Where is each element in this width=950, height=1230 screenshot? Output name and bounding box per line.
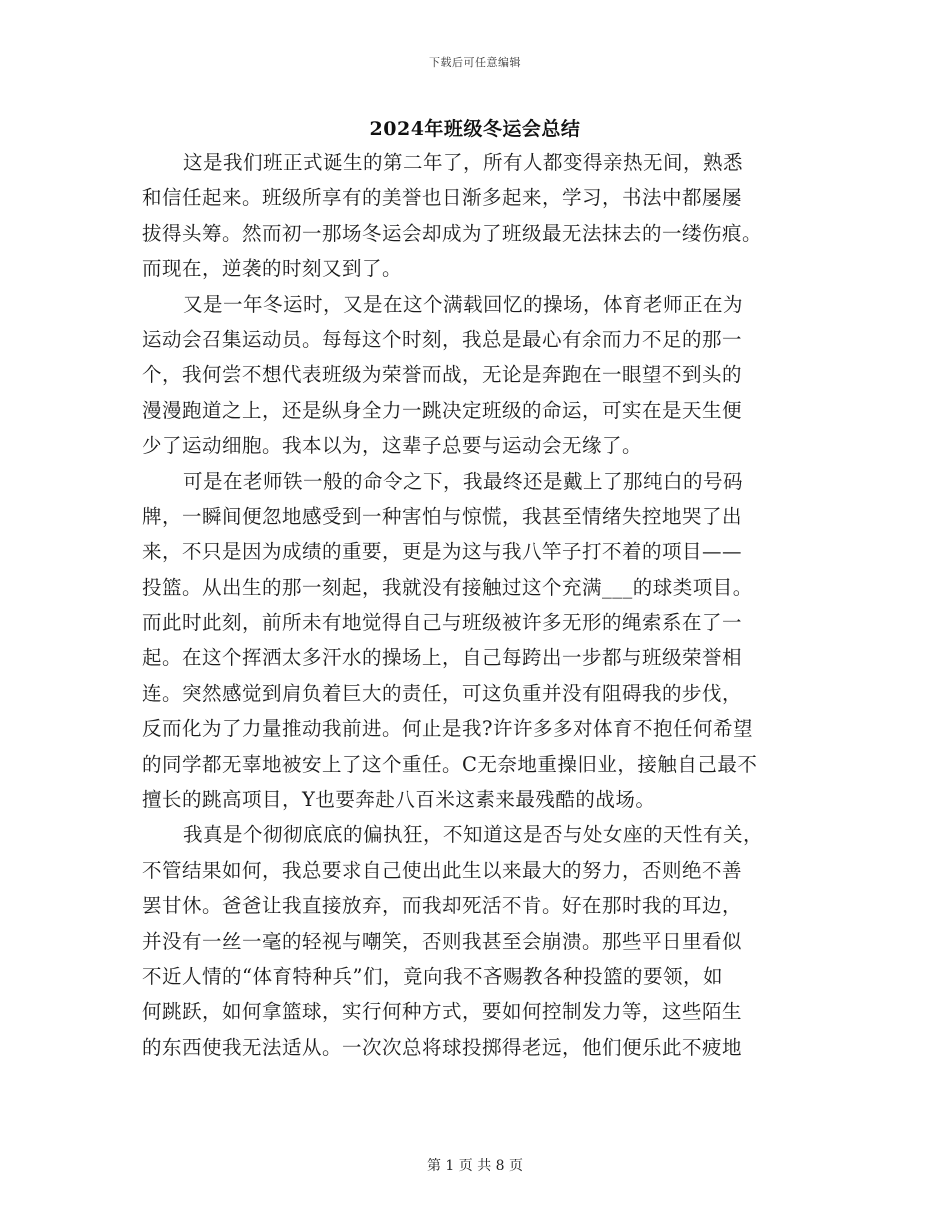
paragraph-line: 来，不只是因为成绩的重要，更是为这与我八竿子打不着的项目—— xyxy=(142,540,743,564)
document-title: 2024年班级冬运会总结 xyxy=(369,118,581,140)
paragraph-2 xyxy=(142,287,810,464)
page-number-footer: 第 1 页 共 8 页 xyxy=(426,1158,524,1174)
paragraph-line: 这是我们班正式诞生的第二年了，所有人都变得亲热无间，熟悉 xyxy=(183,151,744,174)
paragraph-line: 我真是个彻彻底底的偏执狂，不知道这是否与处女座的天性有关， xyxy=(183,823,764,847)
paragraph-line: 连。突然感觉到肩负着巨大的责任，可这负重并没有阻碍我的步伐， xyxy=(142,681,743,705)
paragraph-line: 运动会召集运动员。每每这个时刻，我总是最心有余而力不足的那一 xyxy=(142,327,743,351)
paragraph-line: 起。在这个挥洒太多汗水的操场上，自己每跨出一步都与班级荣誉相 xyxy=(142,646,743,670)
page-header-note: 下载后可任意编辑 xyxy=(429,56,521,69)
paragraph-1 xyxy=(142,145,810,287)
paragraph-4 xyxy=(142,817,810,1065)
paragraph-line: 的东西使我无法适从。一次次总将球投掷得老远，他们便乐此不疲地 xyxy=(142,1035,743,1059)
paragraph-line: 和信任起来。班级所享有的美誉也日渐多起来，学习，书法中都屡屡 xyxy=(142,186,743,210)
paragraph-line: 个，我何尝不想代表班级为荣誉而战，无论是奔跑在一眼望不到头的 xyxy=(142,363,743,387)
paragraph-line: 反而化为了力量推动我前进。何止是我?许许多多对体育不抱任何希望 xyxy=(142,717,753,741)
paragraph-line: 不管结果如何，我总要求自己使出此生以来最大的努力，否则绝不善 xyxy=(142,858,743,882)
paragraph-line: 不近人情的“体育特种兵”们，竟向我不吝赐教各种投篮的要领，如 xyxy=(142,964,723,988)
paragraph-line: 而此时此刻，前所未有地觉得自己与班级被许多无形的绳索系在了一 xyxy=(142,611,743,635)
paragraph-line: 的同学都无辜地被安上了这个重任。C无奈地重操旧业，接触自己最不 xyxy=(142,752,758,776)
paragraph-line: 并没有一丝一毫的轻视与嘲笑，否则我甚至会崩溃。那些平日里看似 xyxy=(142,929,743,953)
paragraph-line: 拔得头筹。然而初一那场冬运会却成为了班级最无法抹去的一缕伤痕。 xyxy=(142,221,763,245)
document-body xyxy=(142,145,810,1065)
paragraph-line: 罢甘休。爸爸让我直接放弃，而我却死活不肯。好在那时我的耳边， xyxy=(142,894,743,918)
paragraph-line: 又是一年冬运时，又是在这个满载回忆的操场，体育老师正在为 xyxy=(183,292,744,316)
paragraph-line: 擅长的跳高项目，Y也要奔赴八百米这素来最残酷的战场。 xyxy=(142,788,656,812)
paragraph-line: 可是在老师铁一般的命令之下，我最终还是戴上了那纯白的号码 xyxy=(183,469,744,493)
paragraph-line: 漫漫跑道之上，还是纵身全力一跳决定班级的命运，可实在是天生便 xyxy=(142,398,743,422)
paragraph-line: 何跳跃，如何拿篮球，实行何种方式，要如何控制发力等，这些陌生 xyxy=(142,1000,743,1024)
paragraph-3 xyxy=(142,464,810,818)
paragraph-line: 而现在，逆袭的时刻又到了。 xyxy=(142,257,403,281)
paragraph-line: 投篮。从出生的那一刻起，我就没有接触过这个充满___的球类项目。 xyxy=(142,575,753,599)
paragraph-line: 牌，一瞬间便忽地感受到一种害怕与惊慌，我甚至情绪失控地哭了出 xyxy=(142,504,743,528)
paragraph-line: 少了运动细胞。我本以为，这辈子总要与运动会无缘了。 xyxy=(142,434,643,458)
